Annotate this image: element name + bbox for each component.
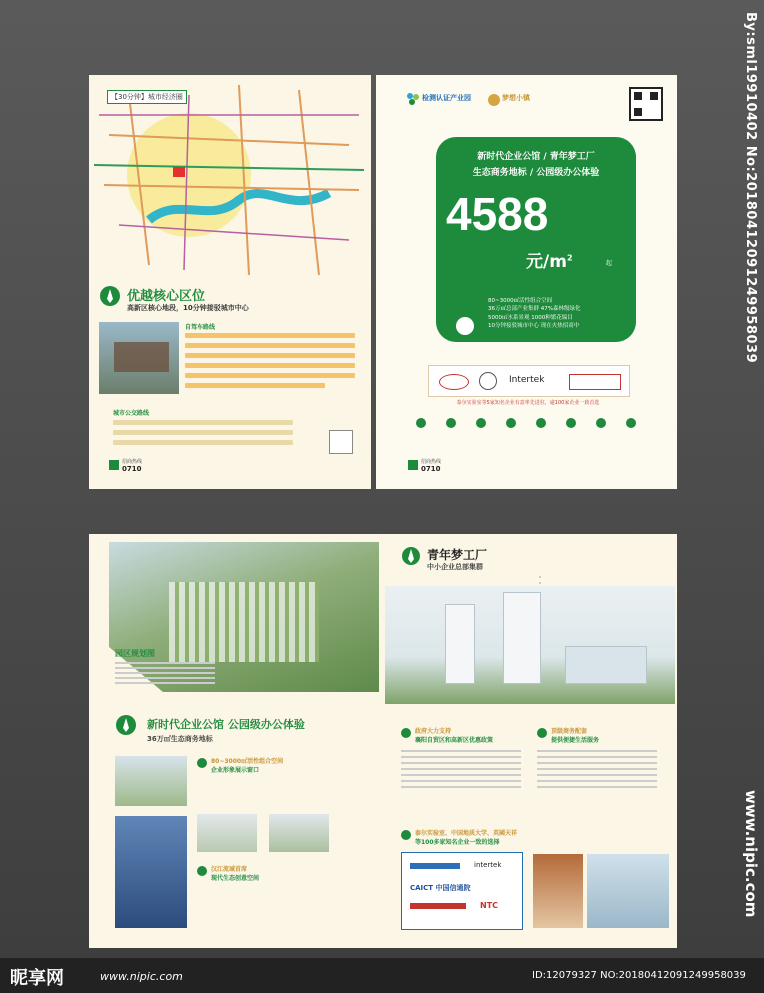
route-row xyxy=(185,373,355,378)
leaf-logo-icon xyxy=(488,91,500,103)
brochure-page-location xyxy=(89,75,371,489)
bus-heading: 城市公交路线 xyxy=(113,410,150,417)
era-title: 新时代企业公馆 公园级办公体验 xyxy=(147,718,305,731)
policy-line2: 襄阳自贸区和高新区优惠政策 xyxy=(415,737,494,744)
footer-bar xyxy=(0,958,764,993)
hotline-number: 0710 xyxy=(421,465,441,473)
route-row xyxy=(185,333,355,338)
brochure-page-inside xyxy=(89,534,677,948)
qr-code-placeholder xyxy=(329,430,353,454)
leaf-logo-icon xyxy=(115,714,137,736)
brand-park-name: 检测认证产业园 xyxy=(422,94,471,102)
price-from: 起 xyxy=(606,260,613,267)
young-body-text xyxy=(539,576,541,578)
feature1-line1: 80~3000㎡活性组合空间 xyxy=(211,758,284,765)
footer-id: ID:12079327 NO:20180412091249958039 xyxy=(532,970,746,981)
map-tag: 【30分钟】城市经济圈 xyxy=(107,90,187,104)
page-title: 优越核心区位 xyxy=(127,289,206,304)
young-subtitle: 中小企业总部集群 xyxy=(427,563,483,571)
city-map xyxy=(89,75,371,280)
headline-line1: 新时代企业公馆 / 青年梦工厂 xyxy=(477,152,595,162)
feature-icon xyxy=(536,418,546,428)
tower-render xyxy=(385,586,675,704)
feature-icon xyxy=(506,418,516,428)
dots-icon xyxy=(401,830,411,840)
right-watermark: By:sml19910402 No:20180412091249958039 xyxy=(743,12,758,364)
highrise-photo xyxy=(115,816,187,928)
building-photo xyxy=(197,814,257,852)
self-drive-heading: 自驾车路线 xyxy=(185,324,216,331)
feature1-line2: 企业形象展示窗口 xyxy=(211,767,260,774)
bus-row xyxy=(113,420,293,425)
office-photo xyxy=(115,756,187,806)
dots-logo-icon xyxy=(406,91,420,105)
policy-line1: 政府大力支持 xyxy=(415,728,452,735)
brand-town-name: 梦想小镇 xyxy=(502,94,530,102)
bus-row xyxy=(113,430,293,435)
plan-body-text xyxy=(115,662,215,664)
feature-icon xyxy=(626,418,636,428)
route-row xyxy=(185,353,355,358)
partners-line1: 泰尔实验室、中国地质大学、英國天祥 xyxy=(415,830,518,837)
feature2-line2: 现代生态创意空间 xyxy=(211,875,260,882)
partner-logo-strip: Intertek xyxy=(428,365,630,397)
right-watermark-site: www.nipic.com xyxy=(742,790,760,918)
feature-icon xyxy=(566,418,576,428)
shop-photo xyxy=(533,854,583,928)
hotline-label: 招商热线 xyxy=(122,459,143,465)
service-line2: 提供便捷生活服务 xyxy=(551,737,600,744)
feature-icon xyxy=(446,418,456,428)
brochure-page-cover xyxy=(376,75,677,489)
page-subtitle: 高新区核心地段，10分钟接驳城市中心 xyxy=(127,304,249,312)
mall-photo xyxy=(587,854,669,928)
partners-line2: 等100多家知名企业一致的选择 xyxy=(415,839,500,846)
dots-icon xyxy=(537,728,547,738)
phone-icon xyxy=(109,460,119,470)
leaf-logo-icon xyxy=(401,546,421,566)
feature-list: 80~3000㎡活性组合空间 36万㎡总部产业集群 47%森林级绿化 5000㎡水系景观 1000种繁花编目 10分钟接驳城市中心 现在火热招商中 xyxy=(488,298,581,329)
aerial-render xyxy=(109,542,379,692)
partner-logo-box: intertek CAICT 中国信通院 NTC xyxy=(401,852,523,930)
hotline-label: 招商热线 xyxy=(421,459,442,465)
plan-heading: 园区规划图 xyxy=(115,649,155,658)
feature-icon xyxy=(476,418,486,428)
price-value: 4588 xyxy=(446,188,549,240)
bus-stop-photo xyxy=(99,322,179,394)
hotline-number: 0710 xyxy=(122,465,142,473)
dots-icon xyxy=(401,728,411,738)
price-unit: 元$/m^2$ xyxy=(526,252,573,272)
phone-icon xyxy=(408,460,418,470)
route-row xyxy=(185,383,325,388)
qr-code-icon xyxy=(629,87,663,121)
footer-url[interactable]: www.nipic.com xyxy=(100,970,183,983)
campus-photo xyxy=(269,814,329,852)
bus-row xyxy=(113,440,293,445)
leaf-logo-icon xyxy=(99,285,121,307)
feature-icon xyxy=(416,418,426,428)
dots-icon xyxy=(197,866,207,876)
policy-body-text xyxy=(401,750,521,752)
route-row xyxy=(185,363,355,368)
service-body-text xyxy=(537,750,657,752)
route-row xyxy=(185,343,355,348)
feature2-line1: 汉江流域首席 xyxy=(211,866,248,873)
leaf-logo-icon xyxy=(456,317,474,335)
service-line1: 顶级商务配套 xyxy=(551,728,588,735)
feature-icon xyxy=(596,418,606,428)
partner-note: 泰尔实验室等5家知名企业有意率先进驻，逾100家企业一致首选 xyxy=(456,400,600,406)
young-title: 青年梦工厂 xyxy=(427,548,488,562)
era-subtitle: 36万㎡生态商务地标 xyxy=(147,735,213,743)
dots-icon xyxy=(197,758,207,768)
footer-logo: 昵享网 xyxy=(10,968,64,989)
headline-line2: 生态商务地标 / 公园级办公体验 xyxy=(472,168,600,178)
